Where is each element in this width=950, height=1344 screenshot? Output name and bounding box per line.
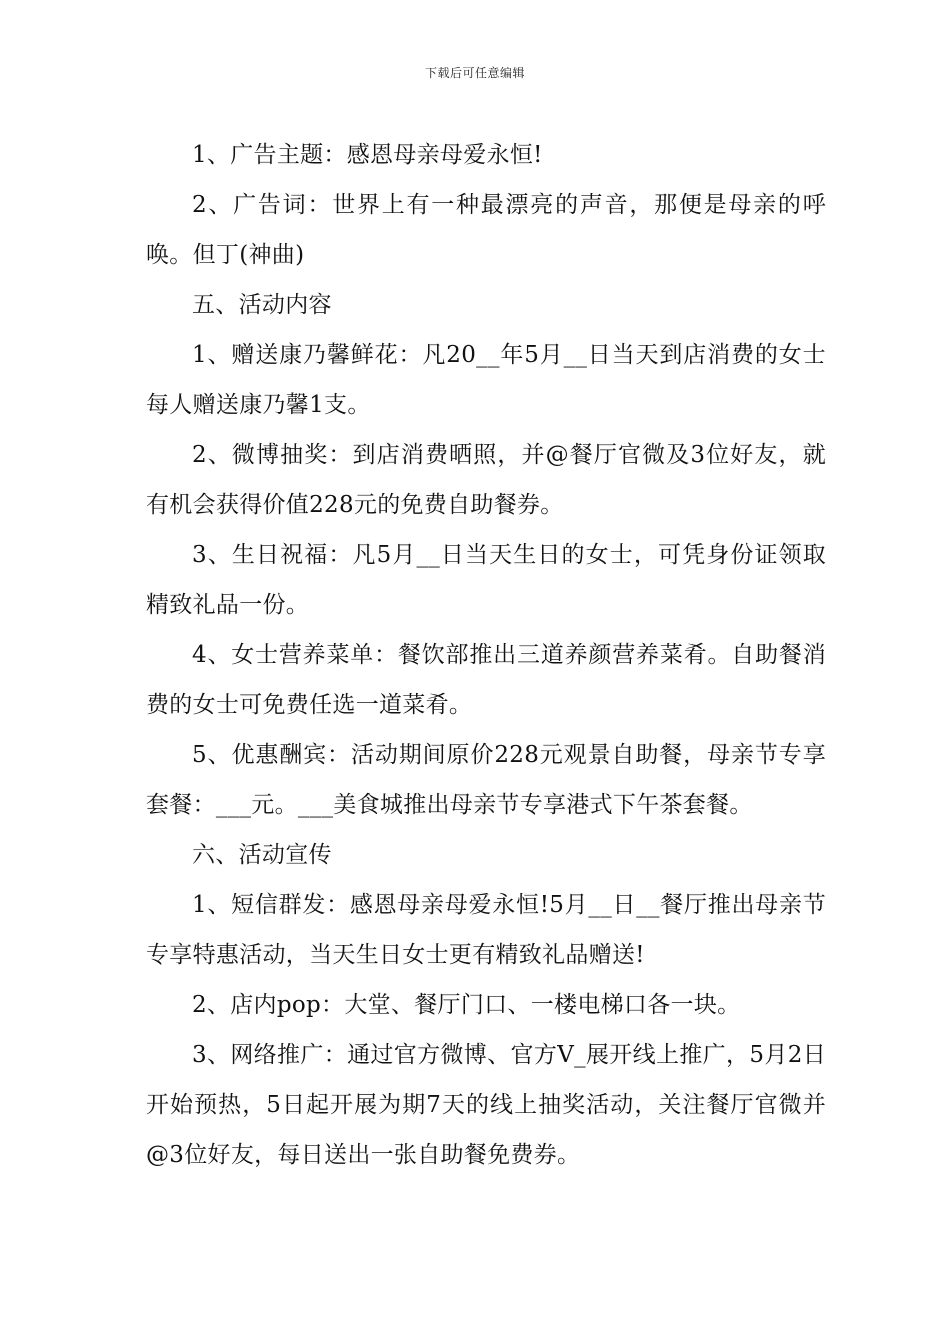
section-heading-activity-promotion: 六、活动宣传 — [192, 842, 332, 868]
paragraph-carnation-gift: 1、赠送康乃馨鲜花：凡20__年5月__日当天到店消费的女士每人赠送康乃馨1支。 — [146, 342, 826, 418]
paragraph-discount-offer: 5、优惠酬宾：活动期间原价228元观景自助餐，母亲节专享套餐：___元。___美食城推出母亲节专享港式下午茶套餐。 — [146, 742, 826, 818]
paragraph-weibo-lottery: 2、微博抽奖：到店消费晒照，并@餐厅官微及3位好友，就有机会获得价值228元的免费自助餐券。 — [146, 442, 826, 518]
paragraph-nutrition-menu: 4、女士营养菜单：餐饮部推出三道养颜营养菜肴。自助餐消费的女士可免费任选一道菜肴。 — [146, 642, 826, 718]
paragraph-birthday-blessing: 3、生日祝福：凡5月__日当天生日的女士，可凭身份证领取精致礼品一份。 — [146, 542, 826, 618]
paragraph-ad-slogan: 2、广告词：世界上有一种最漂亮的声音，那便是母亲的呼唤。但丁(神曲) — [146, 192, 826, 268]
paragraph-in-store-pop: 2、店内pop：大堂、餐厅门口、一楼电梯口各一块。 — [192, 992, 741, 1018]
section-heading-activity-content: 五、活动内容 — [192, 292, 332, 318]
page-header: 下载后可任意编辑 — [424, 66, 525, 80]
paragraph-ad-theme: 1、广告主题：感恩母亲母爱永恒! — [192, 142, 543, 168]
paragraph-sms-broadcast: 1、短信群发：感恩母亲母爱永恒!5月__日__餐厅推出母亲节专享特惠活动，当天生日女士更有精致礼品赠送! — [146, 892, 826, 968]
paragraph-online-promotion: 3、网络推广：通过官方微博、官方V_展开线上推广，5月2日开始预热，5日起开展为期7天的线上抽奖活动，关注餐厅官微并@3位好友，每日送出一张自助餐免费券。 — [146, 1042, 826, 1168]
document-body — [146, 130, 826, 1180]
